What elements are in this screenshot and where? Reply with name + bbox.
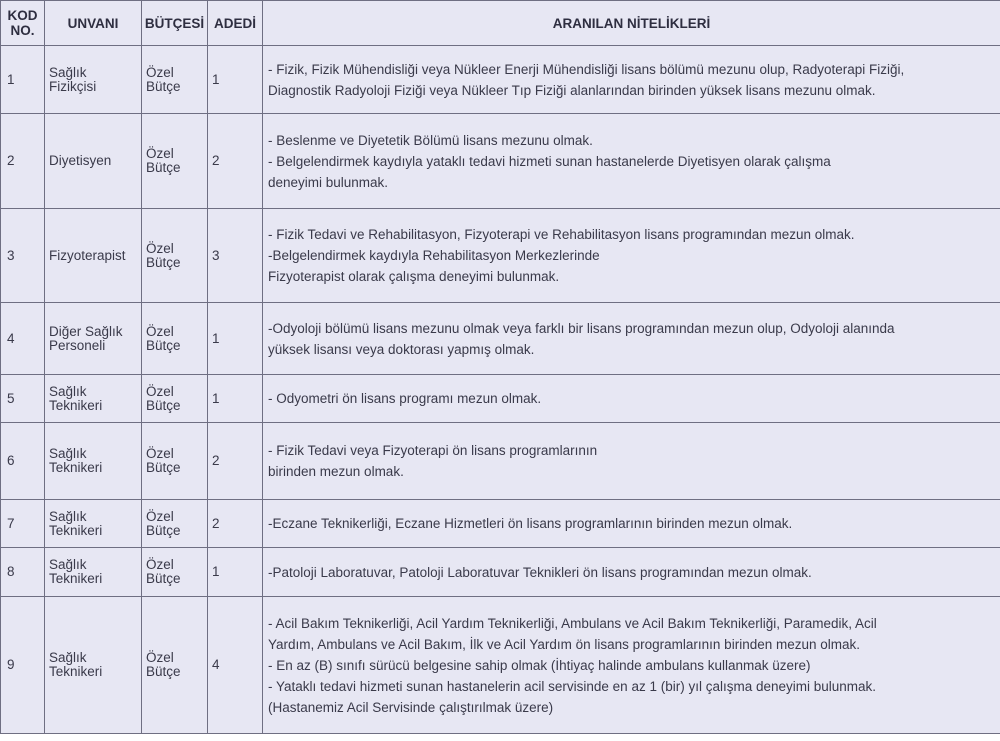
butce-line: Özel xyxy=(146,446,174,461)
cell-unvan xyxy=(45,46,142,114)
table-row xyxy=(1,303,1000,375)
cell-unvan xyxy=(45,303,142,375)
cell-unvan xyxy=(45,375,142,423)
table-header-row xyxy=(1,1,1000,46)
butce-line: Bütçe xyxy=(146,78,181,94)
unvan-line: Sağlık xyxy=(49,383,87,399)
nitelik-line: - Fizik, Fizik Mühendisliği veya Nükleer Enerji Mühendisliği lisans bölümü mezunu olup, Radyoterapi Fiziği, xyxy=(268,61,905,77)
cell-butce xyxy=(142,209,208,303)
cell-adet: 2 xyxy=(208,423,263,500)
table-row xyxy=(1,375,1000,423)
nitelik-line: - En az (B) sınıfı sürücü belgesine sahip olmak (İhtiyaç halinde ambulans kullanmak üzere) xyxy=(268,657,811,673)
nitelik-line: -Eczane Teknikerliği, Eczane Hizmetleri ön lisans programlarının birinden mezun olmak. xyxy=(268,516,793,531)
butce-line: Özel xyxy=(146,64,174,80)
unvan-line: Diğer Sağlık xyxy=(49,323,123,339)
header-butce: BÜTÇESİ xyxy=(142,1,208,46)
unvan-line: Sağlık xyxy=(49,446,87,461)
header-adet: ADEDİ xyxy=(208,1,263,46)
butce-line: Özel xyxy=(146,508,174,524)
nitelik-line: yüksek lisansı veya doktorası yapmış olmak. xyxy=(268,341,535,357)
table-row xyxy=(1,597,1000,734)
butce-line: Bütçe xyxy=(146,460,181,475)
nitelik-line: - Beslenme ve Diyetetik Bölümü lisans mezunu olmak. xyxy=(268,132,593,148)
butce-line: Bütçe xyxy=(146,522,181,538)
butce-line: Özel xyxy=(146,240,174,256)
cell-nitelik xyxy=(263,46,1000,114)
unvan-line: Sağlık xyxy=(49,508,87,524)
cell-adet: 1 xyxy=(208,46,263,114)
nitelik-line: - Belgelendirmek kaydıyla yataklı tedavi hizmeti sunan hastanelerde Diyetisyen olarak çalışma xyxy=(268,153,831,169)
table-row xyxy=(1,423,1000,500)
cell-nitelik xyxy=(263,548,1000,597)
table-row xyxy=(1,209,1000,303)
butce-line: Bütçe xyxy=(146,664,181,679)
cell-nitelik xyxy=(263,375,1000,423)
cell-unvan xyxy=(45,500,142,548)
nitelik-line: (Hastanemiz Acil Servisinde çalıştırılmak üzere) xyxy=(268,699,554,715)
cell-nitelik xyxy=(263,500,1000,548)
unvan-line: Fizyoterapist xyxy=(49,247,126,263)
butce-line: Bütçe xyxy=(146,571,181,586)
unvan-line: Teknikeri xyxy=(49,522,103,538)
butce-line: Özel xyxy=(146,146,174,161)
cell-adet: 3 xyxy=(208,209,263,303)
butce-line: Özel xyxy=(146,557,174,572)
cell-nitelik xyxy=(263,303,1000,375)
cell-adet: 1 xyxy=(208,375,263,423)
cell-butce xyxy=(142,46,208,114)
unvan-line: Sağlık xyxy=(49,557,87,572)
unvan-line: Personeli xyxy=(49,337,106,353)
table-row xyxy=(1,548,1000,597)
cell-kod: 2 xyxy=(1,114,45,209)
cell-kod: 5 xyxy=(1,375,45,423)
cell-unvan xyxy=(45,114,142,209)
cell-adet: 4 xyxy=(208,597,263,734)
table-row xyxy=(1,500,1000,548)
cell-unvan xyxy=(45,597,142,734)
unvan-line: Teknikeri xyxy=(49,664,103,679)
unvan-line: Teknikeri xyxy=(49,571,103,586)
cell-butce xyxy=(142,114,208,209)
nitelik-line: Fizyoterapist olarak çalışma deneyimi bulunmak. xyxy=(268,269,560,284)
cell-nitelik xyxy=(263,423,1000,500)
cell-unvan xyxy=(45,423,142,500)
nitelik-line: -Odyoloji bölümü lisans mezunu olmak veya farklı bir lisans programından mezun olup, Odyoloji alanında xyxy=(268,320,895,336)
nitelik-line: - Fizik Tedavi veya Fizyoterapi ön lisans programlarının xyxy=(268,443,598,458)
cell-kod: 6 xyxy=(1,423,45,500)
cell-butce xyxy=(142,423,208,500)
cell-butce xyxy=(142,500,208,548)
nitelik-line: Yardım, Ambulans ve Acil Bakım, İlk ve Acil Yardım ön lisans programlarının birinden mezun olmak. xyxy=(268,636,861,652)
header-unvan: UNVANI xyxy=(45,1,142,46)
cell-butce xyxy=(142,548,208,597)
cell-kod: 1 xyxy=(1,46,45,114)
table-row xyxy=(1,114,1000,209)
header-kod-line2: NO. xyxy=(10,23,35,38)
cell-butce xyxy=(142,597,208,734)
cell-adet: 2 xyxy=(208,500,263,548)
nitelik-line: - Fizik Tedavi ve Rehabilitasyon, Fizyoterapi ve Rehabilitasyon lisans programından mezun olmak. xyxy=(268,227,855,242)
cell-kod: 7 xyxy=(1,500,45,548)
unvan-line: Teknikeri xyxy=(49,460,103,475)
nitelik-line: -Patoloji Laboratuvar, Patoloji Laboratuvar Teknikleri ön lisans programından mezun olmak. xyxy=(268,564,812,580)
cell-kod: 9 xyxy=(1,597,45,734)
cell-butce xyxy=(142,303,208,375)
header-kod-no xyxy=(1,1,45,46)
butce-line: Bütçe xyxy=(146,397,181,413)
nitelik-line: deneyimi bulunmak. xyxy=(268,174,389,190)
nitelik-line: - Acil Bakım Teknikerliği, Acil Yardım Teknikerliği, Ambulans ve Acil Bakım Teknikerliği, Paramedik, Acil xyxy=(268,615,877,631)
header-nitelik: ARANILAN NİTELİKLERİ xyxy=(263,1,1000,46)
nitelik-line: -Belgelendirmek kaydıyla Rehabilitasyon Merkezlerinde xyxy=(268,248,600,263)
cell-adet: 2 xyxy=(208,114,263,209)
butce-line: Özel xyxy=(146,383,174,399)
cell-kod: 4 xyxy=(1,303,45,375)
butce-line: Bütçe xyxy=(146,254,181,270)
cell-kod: 3 xyxy=(1,209,45,303)
butce-line: Özel xyxy=(146,323,174,339)
cell-nitelik xyxy=(263,114,1000,209)
unvan-line: Fizikçisi xyxy=(49,78,97,94)
table-row xyxy=(1,46,1000,114)
butce-line: Özel xyxy=(146,650,174,665)
nitelik-line: Diagnostik Radyoloji Fiziği veya Nükleer Tıp Fiziği alanlarından birinden yüksek lisans mezunu olmak. xyxy=(268,82,876,98)
cell-unvan xyxy=(45,209,142,303)
cell-unvan xyxy=(45,548,142,597)
nitelik-line: birinden mezun olmak. xyxy=(268,464,404,479)
cell-nitelik xyxy=(263,597,1000,734)
unvan-line: Sağlık xyxy=(49,64,87,80)
unvan-line: Sağlık xyxy=(49,650,87,665)
cell-adet: 1 xyxy=(208,303,263,375)
cell-kod: 8 xyxy=(1,548,45,597)
unvan-line: Diyetisyen xyxy=(49,153,112,168)
cell-nitelik xyxy=(263,209,1000,303)
nitelik-line: - Yataklı tedavi hizmeti sunan hastanelerin acil servisinde en az 1 (bir) yıl çalışma deneyimi bulunmak. xyxy=(268,678,877,694)
unvan-line: Teknikeri xyxy=(49,397,103,413)
cell-adet: 1 xyxy=(208,548,263,597)
header-kod-line1: KOD xyxy=(7,8,38,23)
nitelik-line: - Odyometri ön lisans programı mezun olmak. xyxy=(268,391,542,406)
butce-line: Bütçe xyxy=(146,337,181,353)
butce-line: Bütçe xyxy=(146,160,181,175)
cell-butce xyxy=(142,375,208,423)
